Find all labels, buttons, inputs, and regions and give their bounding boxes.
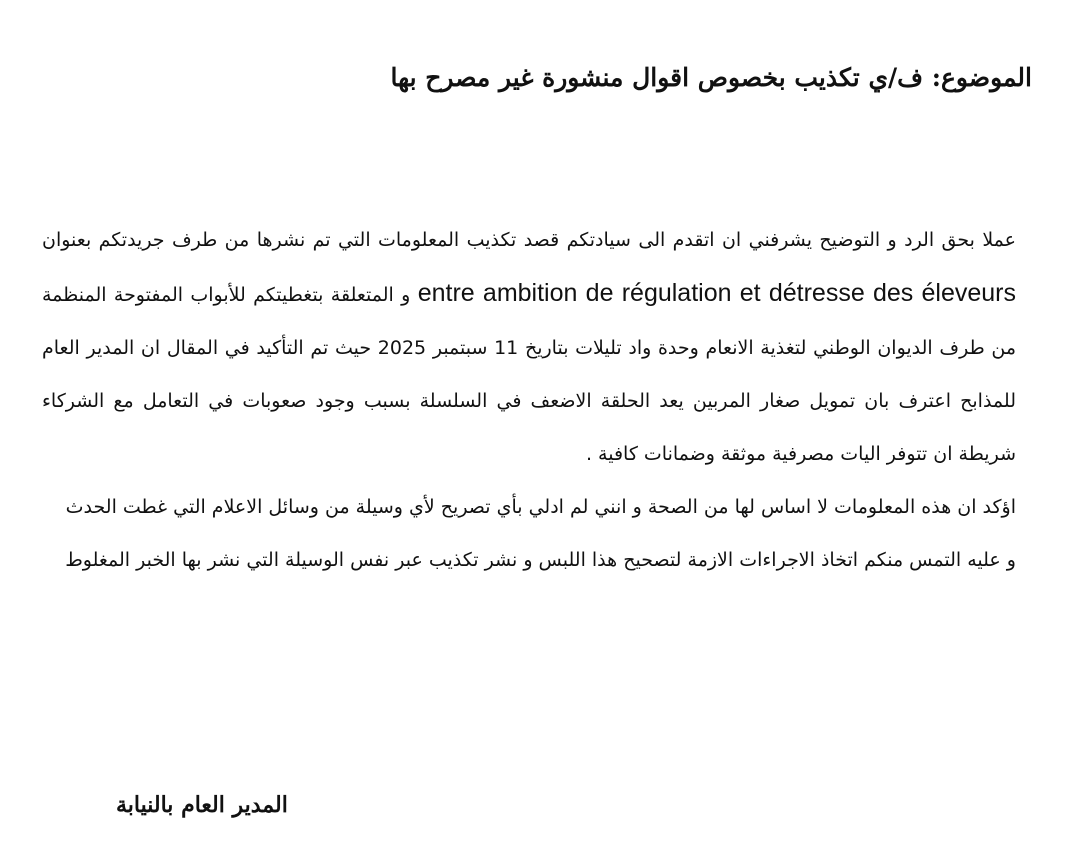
paragraph-2: اؤكد ان هذه المعلومات لا اساس لها من الصحة و انني لم ادلي بأي تصريح لأي وسيلة من وسائل الاعلام التي غطت الحدث <box>65 496 1016 518</box>
paragraph-1 <box>42 214 1016 481</box>
signature-line: المدير العام بالنيابة <box>116 792 288 818</box>
article-title: entre ambition de régulation et détresse des éleveurs <box>417 279 1017 307</box>
letter-subject: الموضوع: ف/ي تكذيب بخصوص اقوال منشورة غير مصرح بها <box>390 63 1032 92</box>
paragraph-3: و عليه التمس منكم اتخاذ الاجراءات الازمة لتصحيح هذا اللبس و نشر تكذيب عبر نفس الوسيلة التي نشر بها الخبر المغلوط <box>65 549 1016 571</box>
paragraph-1-rest: و المتعلقة بتغطيتكم للأبواب المفتوحة المنظمة من طرف الديوان الوطني لتغذية الانعام وحدة واد تليلات بتاريخ 11 سبتمبر 2025 حيث تم التأكيد في المقال ان المدير العام للمذابح اعترف بان تمويل صغار المربين يعد الحلقة الاضعف في السلسلة بسبب وجود صعوبات في التعامل مع الشركاء شريطة ان تتوفر اليات مصرفية موثقة وضمانات كافية . <box>42 284 1017 465</box>
paragraph-1-intro: عملا بحق الرد و التوضيح يشرفني ان اتقدم الى سيادتكم قصد تكذيب المعلومات التي تم نشرها من طرف جريدتكم بعنوان <box>42 229 1016 251</box>
letter-body <box>42 214 1016 587</box>
